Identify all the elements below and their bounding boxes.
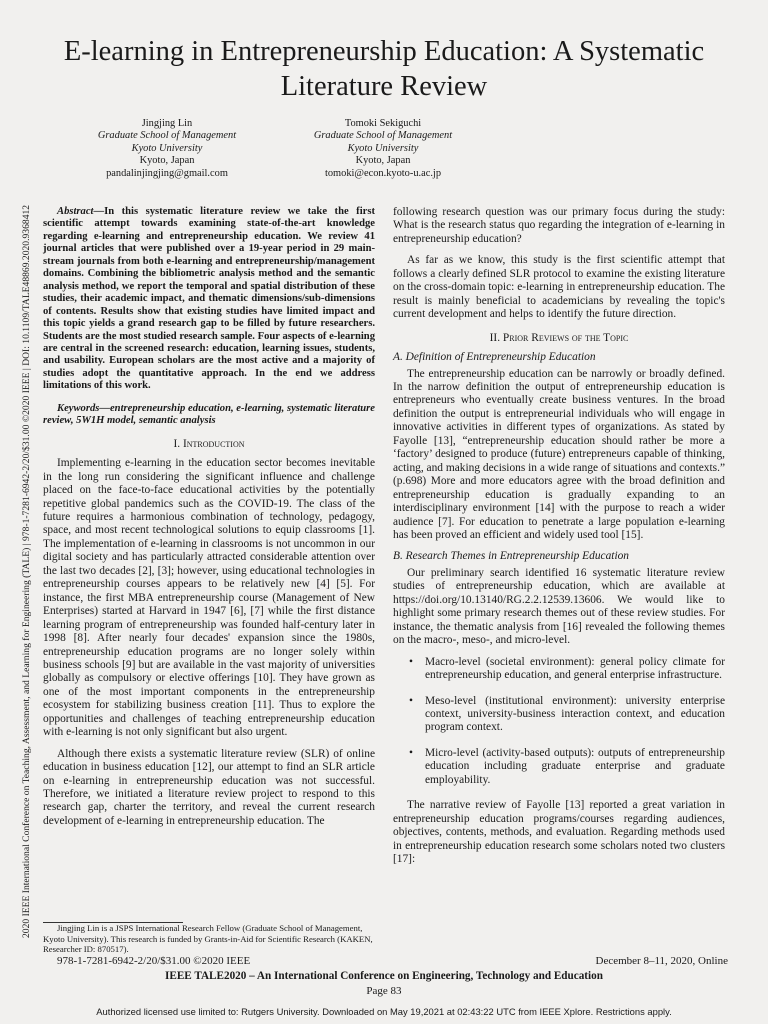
page-number: Page 83 [366,985,402,997]
section-heading-introduction: I. Introduction [173,437,245,450]
author-location: Kyoto, Japan [355,155,411,167]
doi-sidebar-text: 2020 IEEE International Conference on Teaching, Assessment, and Learning for Engineering (TALE) | 978-1-7281-6942-2/20/$31.00 ©2020 IEEE | DOI: 10.1109/TALE48869.2020.9368412 [21,204,32,938]
footnote: Jingjing Lin is a JSPS International Research Fellow (Graduate School of Management, Kyoto University). This research is funded by Grants-in-Aid for Scientific Research (KAKEN, Researcher ID: 870517). [43,923,373,955]
subsection-heading-definition: A. Definition of Entrepreneurship Education [393,351,596,364]
author-university: Kyoto University [347,142,419,154]
author-email[interactable]: pandalinjingjing@gmail.com [106,167,228,179]
paper-title: E-learning in Entrepreneurship Education: A Systematic Literature Review [63,36,705,102]
author-2 [253,118,513,180]
bullet-icon: • [409,694,413,707]
narrative-review-body [393,799,725,866]
author-name: Jingjing Lin [141,118,193,129]
section-heading-prior-reviews: II. Prior Reviews of the Topic [489,331,629,344]
keywords: Keywords—entrepreneurship education, e-learning, systematic literature review, 5W1H model, semantic analysis [43,402,375,427]
author-university: Kyoto University [131,142,203,154]
right-body [393,206,725,322]
abstract-text: —In this systematic literature review we take the first scientific attempt towards examining state-of-the-art knowledge regarding e-learning and entrepreneurship education. We review 41 journal articles that were published over a 19-year period in 29 main-stream journals from both e-learning and entrepreneurship/management domains. Combining the bibliometric analysis method and the semantic analysis method, we report the temporal and spatial distribution of these studies, their academic impact, and thematic dimensions/sub-dimensions of contents. Results show that existing studies have limited impact and this topic yields a grand research gap to be filled by future researchers. Students are the most studied research sample. Four aspects of e-learning are central in the screened research: education, learning issues, students, and usability. European scholars are the most active and a majority of studies adopt the quantitative approach. In the end we address limitations of this work. [43,206,375,392]
definition-paragraph: The entrepreneurship education can be narrowly or broadly defined. In the narrow definition the output of entrepreneurship education is entrepreneurs who eventually create business ventures. In the broad definition the output is entrepreneurial individuals who will engage in innovative activities in different types of organizations. As stated by Fayolle [13], “entrepreneurship education should rather be more a ‘factory’ designed to produce (future) entrepreneurs capable of thinking, acting, and making decisions in a wide range of situations and contexts.” (p.698) More and more educators agree with the broad definition and entrepreneurship education is gradually expanding to an interdisciplinary environment [14] with the purpose to reach a wider audience [7]. For education to penetrate a large population e-learning has been proved an efficient and widely used tool [15]. [393,367,725,541]
subsection-heading-research-themes: B. Research Themes in Entrepreneurship Education [393,550,629,563]
bullet-icon: • [409,655,413,668]
author-affiliation: Graduate School of Management [97,130,237,142]
intro-paragraph-3: following research question was our primary focus during the study: What is the research status quo regarding the integration of e-learning in entrepreneurship education? [393,206,725,245]
right-column [393,206,725,866]
doi-sidebar [9,108,32,938]
conference-name: IEEE TALE2020 – An International Conference on Engineering, Technology and Education [165,970,603,982]
definition-body [393,368,725,543]
list-item [409,694,725,735]
intro-paragraph-4: As far as we know, this study is the first scientific attempt that follows a clearly defined SLR protocol to examine the existing literature on the cross-domain topic: e-learning in entrepreneurship education. The result is mainly beneficial to academicians by revealing the topic's current development and helps to identify the future direction. [393,254,725,321]
list-item-text: Macro-level (societal environment): general policy climate for entrepreneurship education, and general enterprise infrastructure. [425,655,725,682]
list-item [409,655,725,683]
author-location: Kyoto, Japan [139,155,195,167]
bullet-icon: • [409,746,413,759]
author-affiliation: Graduate School of Management [313,130,453,142]
research-themes-body [393,567,725,648]
author-email[interactable]: tomoki@econ.kyoto-u.ac.jp [324,167,442,179]
license-notice: Authorized licensed use limited to: Rutgers University. Downloaded on May 19,2021 at 02:43:22 UTC from IEEE Xplore. Restrictions apply. [96,1006,672,1017]
list-item-text: Meso-level (institutional environment): university enterprise context, university-business interaction context, and education program context. [425,694,725,734]
abstract [43,206,375,393]
author-name: Tomoki Sekiguchi [344,118,422,129]
themes-bullet-list [393,656,725,788]
abstract-label: Abstract [57,206,94,217]
intro-paragraph-2: Although there exists a systematic literature review (SLR) of online education in business education [12], our attempt to find an SLR article on e-learning in entrepreneurship education was not successful. Therefore, we initiated a literature review project to respond to this research gap, charter the territory, and reveal the current research development of e-learning in entrepreneurship education. The [43,747,375,827]
introduction-body [43,457,375,828]
isbn-line: 978-1-7281-6942-2/20/$31.00 ©2020 IEEE [57,955,251,967]
research-themes-paragraph: Our preliminary search identified 16 systematic literature review studies of entrepreneurship education, which are available at https://doi.org/10.13140/RG.2.2.12539.13606. We would like to highlight some primary research themes out of these review studies. For instance, the thematic analysis from [16] revealed the following themes on the macro-, meso-, and micro-level. [393,566,725,647]
abstract-paragraph [43,206,375,393]
intro-paragraph-1: Implementing e-learning in the education sector becomes inevitable in the long run considering the significant influence and challenge placed on the face-to-face educational activities by the potentially repetitive global pandemics such as the COVID-19. The class of the future requires a harmonious combination of technology, pedagogy, space, and most recent technological solutions to equip classrooms [1]. The implementation of e-learning in classrooms is not uncommon in our digital society and has particularly attracted considerable attention over the last two decades [2], [3]; however, using educational technologies in entrepreneurship courses appears to be relatively new [4] [5]. For instance, the first MBA entrepreneurship course (Management of New Enterprises) started at Harvard in 1947 [6], [7] while the first distance learning program of entrepreneurship was founded half-century later in 1998 [8]. After nearly four decades' expansion since the 1980s, entrepreneurship education programs are no longer solely within business schools [9] but are available in the vast majority of universities globally as compulsory or elective offerings [10]. They have grown as one of the most important components in the entrepreneurship ecosystem for stabilizing business creation [11]. Thus to explore the opportunities and challenges of teaching entrepreneurship education with e-learning is not only significant but also urgent. [43,457,375,739]
narrative-review-paragraph: The narrative review of Fayolle [13] reported a great variation in entrepreneurship education programs/courses regarding audiences, objectives, contents, methods, and evaluation. Regarding methods used in entrepreneurship education research some scholars noted two clusters [17]: [393,799,725,866]
list-item-text: Micro-level (activity-based outputs): outputs of entrepreneurship education including graduate enterprise and graduate employability. [425,746,725,786]
left-column [43,206,375,828]
list-item [409,746,725,787]
conference-date: December 8–11, 2020, Online [595,955,728,967]
